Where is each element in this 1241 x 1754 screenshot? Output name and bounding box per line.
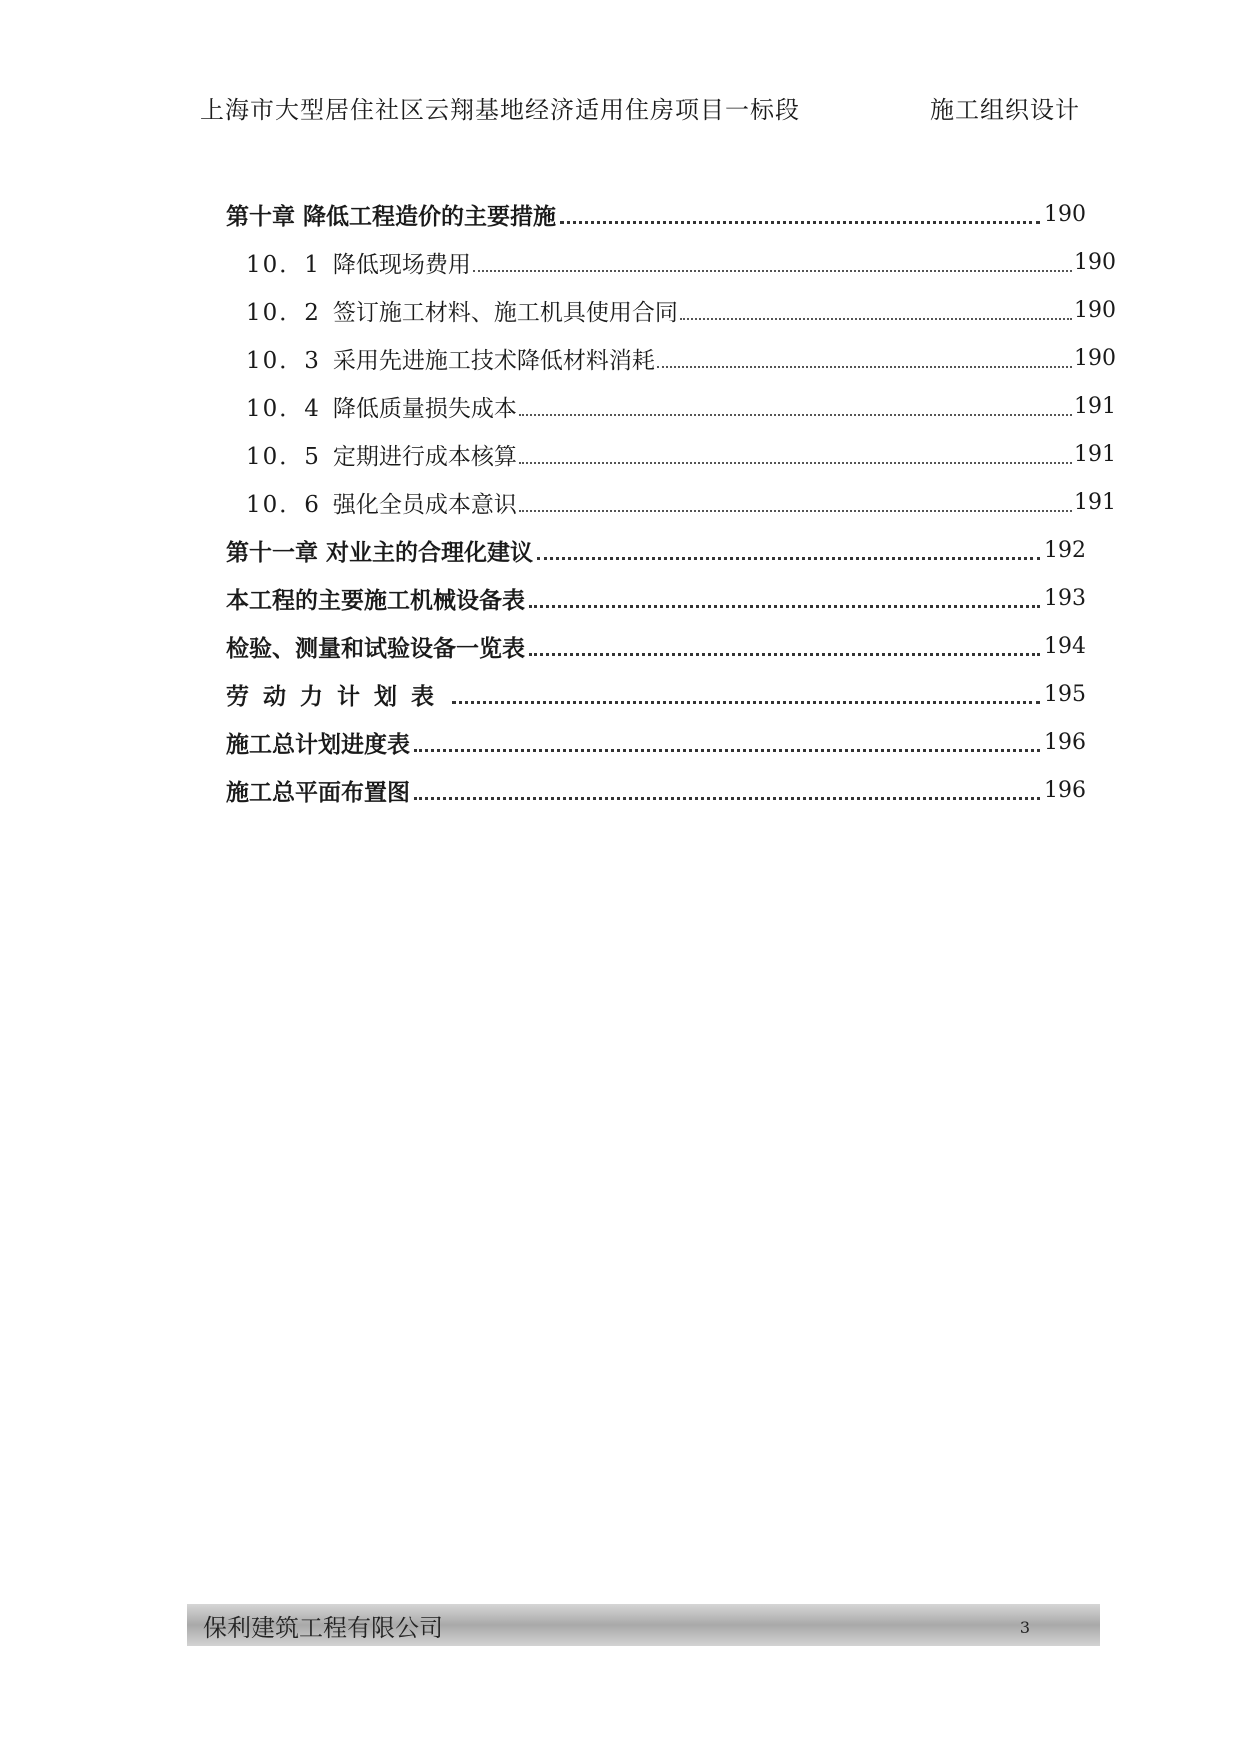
dot-leader — [657, 365, 1072, 368]
page-number: 3 — [1019, 1618, 1030, 1637]
toc-entry-label: 降低现场费用 — [332, 251, 471, 278]
toc-entry-schedule[interactable] — [226, 718, 1086, 766]
dot-leader — [414, 748, 1040, 752]
toc-entry-page: 190 — [1044, 201, 1086, 227]
toc-entry-10-6[interactable] — [226, 478, 1116, 526]
toc-entry-number: 10．2 — [246, 299, 321, 326]
toc-entry-labor-plan[interactable] — [226, 670, 1086, 718]
toc-entry-site-layout[interactable] — [226, 766, 1086, 814]
toc-entry-label: 劳动力计划表 — [226, 682, 448, 710]
toc-entry-page: 194 — [1044, 633, 1086, 659]
toc-entry-label: 定期进行成本核算 — [332, 443, 517, 470]
toc-entry-page: 195 — [1044, 681, 1086, 707]
dot-leader — [473, 269, 1072, 272]
dot-leader — [537, 556, 1040, 560]
toc-entry-number: 10．6 — [246, 491, 321, 518]
toc-entry-number: 10．1 — [246, 251, 321, 278]
toc-entry-page: 196 — [1044, 777, 1086, 803]
dot-leader — [452, 700, 1040, 704]
company-name: 保利建筑工程有限公司 — [203, 1614, 443, 1642]
toc-entry-label: 本工程的主要施工机械设备表 — [226, 586, 525, 614]
toc-entry-page: 190 — [1074, 249, 1116, 275]
project-title: 上海市大型居住社区云翔基地经济适用住房项目一标段 — [200, 96, 800, 124]
toc-entry-10-5[interactable] — [226, 430, 1116, 478]
toc-entry-machinery-table[interactable] — [226, 574, 1086, 622]
toc-entry-number: 10．5 — [246, 443, 321, 470]
dot-leader — [519, 461, 1072, 464]
toc-entry-testing-equipment[interactable] — [226, 622, 1086, 670]
dot-leader — [680, 317, 1072, 320]
toc-entry-page: 192 — [1044, 537, 1086, 563]
toc-entry-label: 采用先进施工技术降低材料消耗 — [332, 347, 655, 374]
page-footer — [187, 1604, 1100, 1646]
toc-entry-label: 签订施工材料、施工机具使用合同 — [332, 299, 678, 326]
toc-entry-label: 第十一章 对业主的合理化建议 — [226, 538, 534, 566]
toc-entry-10-2[interactable] — [226, 286, 1116, 334]
toc-entry-number: 10．3 — [246, 347, 321, 374]
toc-entry-page: 193 — [1044, 585, 1086, 611]
toc-entry-page: 190 — [1074, 297, 1116, 323]
toc-entry-page: 196 — [1044, 729, 1086, 755]
toc-entry-page: 191 — [1074, 441, 1116, 467]
table-of-contents — [226, 190, 1126, 814]
toc-entry-number: 10．4 — [246, 395, 321, 422]
toc-entry-label: 降低质量损失成本 — [332, 395, 517, 422]
toc-entry-label: 强化全员成本意识 — [332, 491, 517, 518]
dot-leader — [560, 220, 1040, 224]
dot-leader — [529, 604, 1040, 608]
toc-entry-chapter-10[interactable] — [226, 190, 1086, 238]
toc-entry-label: 施工总计划进度表 — [226, 730, 410, 758]
toc-entry-page: 190 — [1074, 345, 1116, 371]
toc-entry-10-3[interactable] — [226, 334, 1116, 382]
toc-entry-10-4[interactable] — [226, 382, 1116, 430]
toc-entry-page: 191 — [1074, 489, 1116, 515]
document-title: 施工组织设计 — [930, 96, 1080, 124]
toc-entry-10-1[interactable] — [226, 238, 1116, 286]
page-header — [200, 90, 1080, 124]
dot-leader — [414, 796, 1040, 800]
toc-entry-label: 第十章 降低工程造价的主要措施 — [226, 202, 557, 230]
toc-entry-chapter-11[interactable] — [226, 526, 1086, 574]
toc-entry-page: 191 — [1074, 393, 1116, 419]
toc-entry-label: 施工总平面布置图 — [226, 778, 410, 806]
dot-leader — [529, 652, 1040, 656]
dot-leader — [519, 509, 1072, 512]
dot-leader — [519, 413, 1072, 416]
toc-entry-label: 检验、测量和试验设备一览表 — [226, 634, 525, 662]
